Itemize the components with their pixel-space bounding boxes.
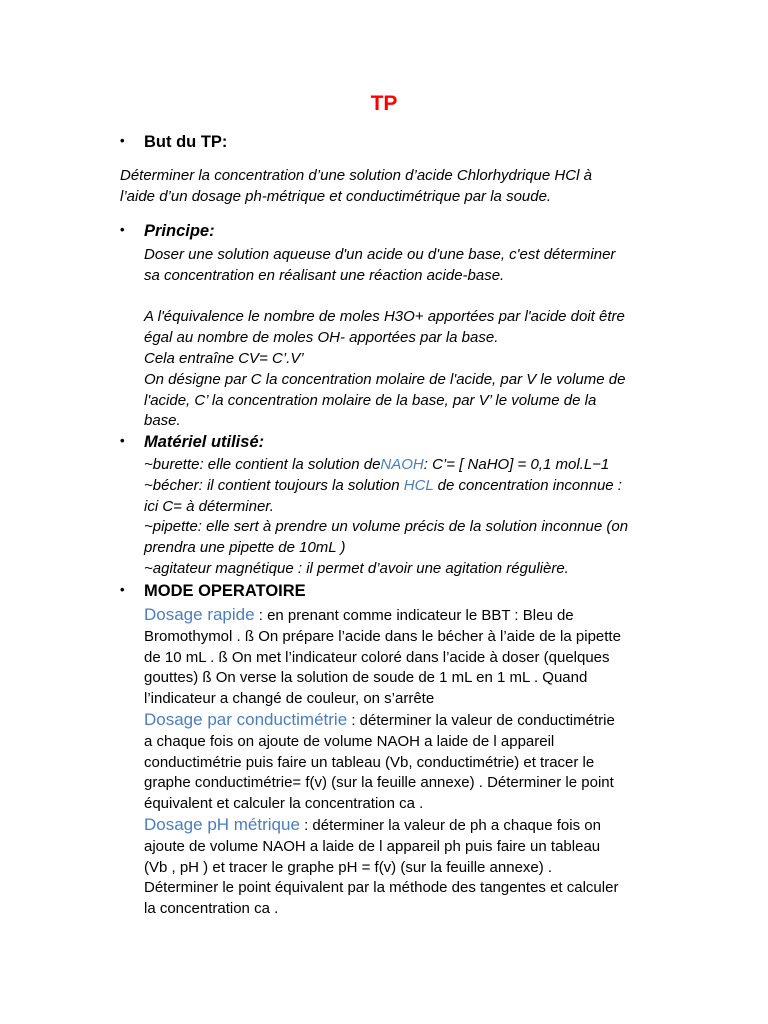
section-principe-heading: • Principe: xyxy=(120,222,215,240)
section-materiel-text: ~burette: elle contient la solution deNAOH: C’= [ NaHO] = 0,1 mol.L−1 ~bécher: il contient toujours la solution HCL de concentration inconnue : ici C= à déterminer. ~pipette: elle sert à prendre un volume précis de la solution inconnue (on prendra une pipette de 10mL ) ~agitateur magnétique : il permet d’avoir une agitation régulière. xyxy=(144,456,629,577)
dosage-rapide-title: Dosage rapide xyxy=(144,605,255,624)
section-principe-text: Doser une solution aqueuse d'un acide ou d'une base, c'est déterminer sa concentration en réalisant une réaction acide-base. A l'équivalence le nombre de moles H3O+ apportées par l'acide doit être égal au nombre de moles OH- apportées par la base. Cela entraîne CV= C’.V’ On désigne par C la concentration molaire de l'acide, par V le volume de l'acide, C’ la concentration molaire de la base, par V’ le volume de la base. xyxy=(144,246,626,430)
section-mode-heading: • MODE OPERATOIRE xyxy=(120,582,306,600)
becher-line: ~bécher: il contient toujours la solution HCL de concentration inconnue : xyxy=(144,476,622,494)
dosage-cond-title: Dosage par conductimétrie xyxy=(144,709,348,729)
bullet: • xyxy=(120,433,125,448)
dosage-ph-title: Dosage pH métrique xyxy=(144,814,300,834)
dosage-cond-line: Dosage par conductimétrie : déterminer la valeur de conductimétrie xyxy=(144,709,615,729)
bullet: • xyxy=(120,582,125,597)
section-mode-text: Dosage rapide : en prenant comme indicateur le BBT : Bleu de Bromothymol . ß On prépare l’acide dans le bécher à l’aide de la pipette de 10 mL . ß On met l’indicateur coloré dans l’acide à doser (quelques gouttes) ß On verse la solution de soude de 1 mL en 1 mL . Quand l’indicateur a changé de couleur, on s’arrête Dosage par conductimétrie : déterminer la valeur de conductimétrie a chaque fois on ajoute de volume NAOH a laide de l appareil conductimétrie puis faire un tableau (Vb, conductimétrie) et tracer le graphe conductimétrie= f(v) (sur la feuille annexe) . Déterminer le point équivalent et calculer la concentration ca . Dosage pH métrique : déterminer la valeur de ph a chaque fois on ajoute de volume NAOH a laide de l appareil ph puis faire un tableau (Vb , pH ) et tracer le graphe pH = f(v) (sur la feuille annexe) . Déterminer le point équivalent par la méthode des tangentes et calculer la concentration ca . xyxy=(144,605,621,918)
section-but-heading: • But du TP: xyxy=(120,133,228,151)
dosage-ph-line: Dosage pH métrique : déterminer la valeur de ph a chaque fois on xyxy=(144,814,601,834)
document-title: TP xyxy=(370,92,398,115)
bullet: • xyxy=(120,133,125,148)
burette-line: ~burette: elle contient la solution deNAOH: C’= [ NaHO] = 0,1 mol.L−1 xyxy=(144,456,610,473)
section-but-text: Déterminer la concentration d’une solution d’acide Chlorhydrique HCl à l’aide d’un dosage ph-métrique et conductimétrique par la soude. xyxy=(120,167,592,205)
dosage-rapide-line: Dosage rapide : en prenant comme indicateur le BBT : Bleu de xyxy=(144,605,574,624)
section-materiel-heading: • Matériel utilisé: xyxy=(120,433,265,451)
bullet: • xyxy=(120,222,125,237)
